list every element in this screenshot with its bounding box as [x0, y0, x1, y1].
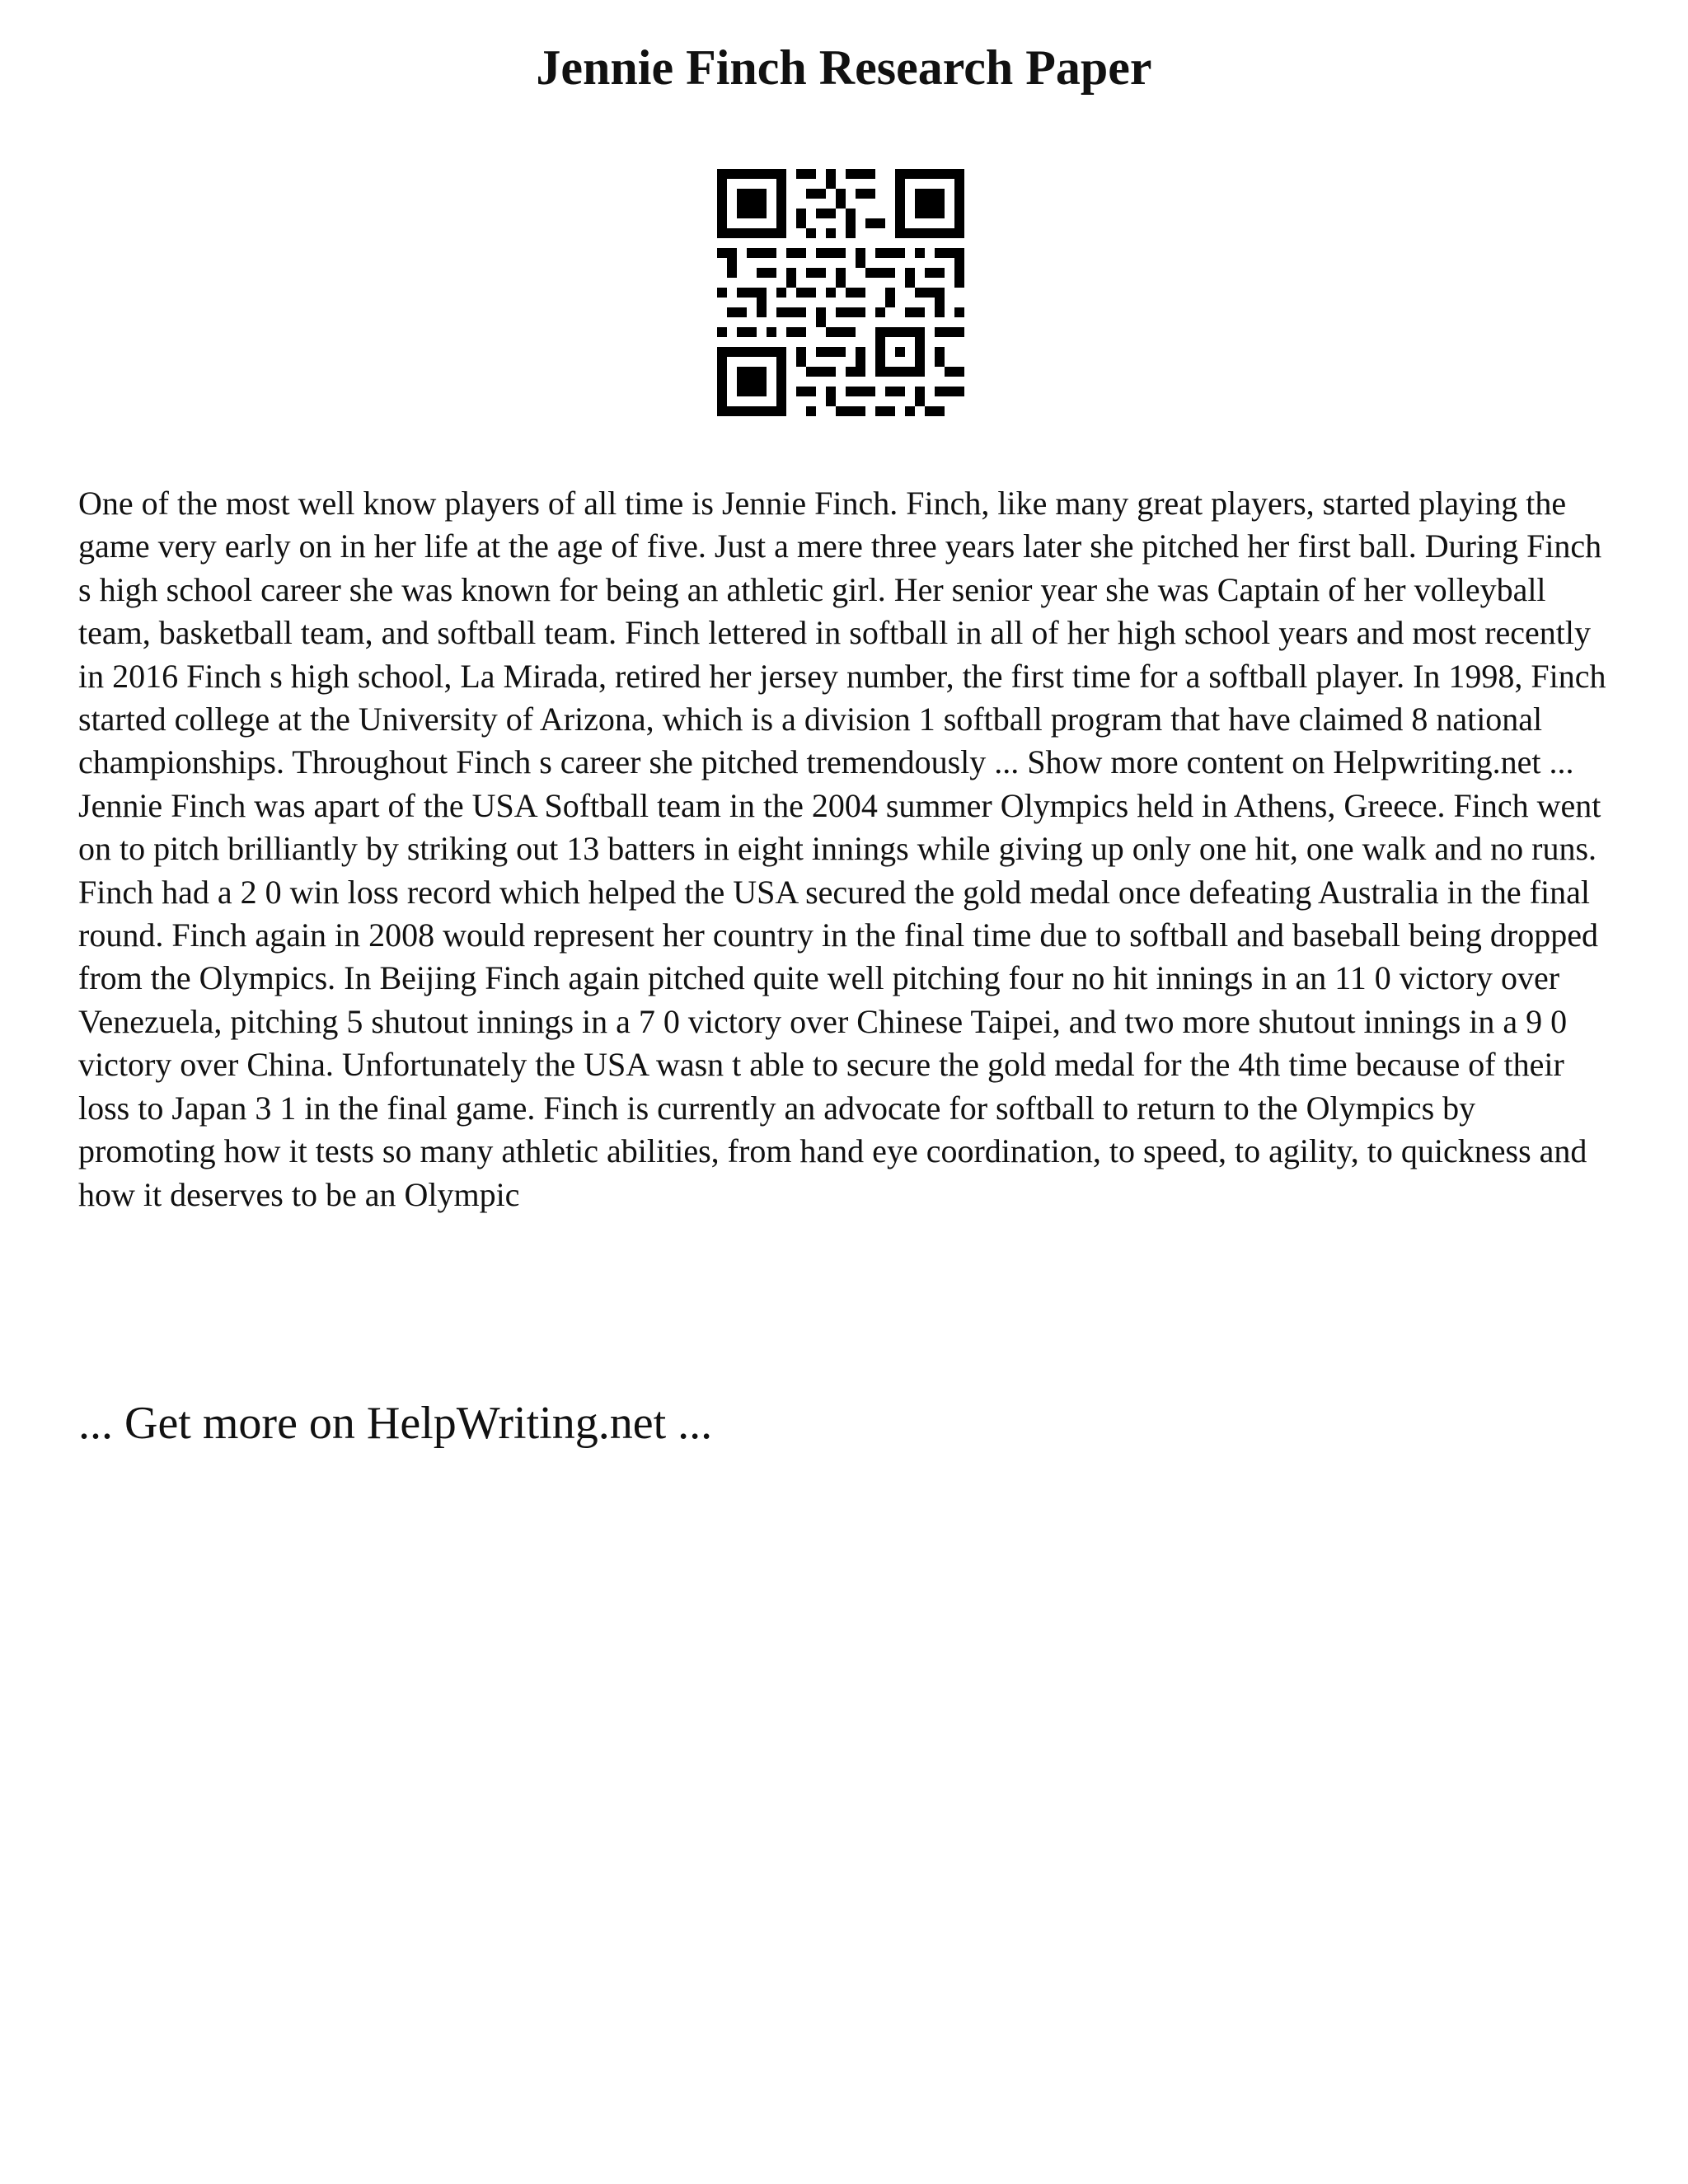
get-more-link[interactable]: ... Get more on HelpWriting.net ...: [78, 1398, 713, 1449]
article-body: [78, 482, 1620, 1216]
paragraph-2: Jennie Finch was apart of the USA Softball team in the 2004 summer Olympics held in Athens, Greece. Finch went on to pitch brilliantly by striking out 13 batters in eight innings while giving up only one hit, one walk and no runs. Finch had a 2 0 win loss record which helped the USA secured the gold medal once defeating Australia in the final round. Finch again in 2008 would represent her country in the final time due to softball and baseball being dropped from the Olympics. In Beijing Finch again pitched quite well pitching four no hit innings in an 11 0 victory over Venezuela, pitching 5 shutout innings in a 7 0 victory over Chinese Taipei, and two more shutout innings in a 9 0 victory over China. Unfortunately the USA wasn t able to secure the gold medal for the 4th time because of their loss to Japan 3 1 in the final game. Finch is currently an advocate for softball to return to the Olympics by promoting how it tests so many athletic abilities, from hand eye coordination, to speed, to agility, to quickness and how it deserves to be an Olympic: [78, 786, 1601, 1213]
qr-code-icon: [717, 169, 964, 416]
paragraph-1: One of the most well know players of all time is Jennie Finch. Finch, like many great players, started playing the game very early on in her life at the age of five. Just a mere three years later she pitched her first ball. During Finch s high school career she was known for being an athletic girl. Her senior year she was Captain of her volleyball team, basketball team, and softball team. Finch lettered in softball in all of her high school years and most recently in 2016 Finch s high school, La Mirada, retired her jersey number, the first time for a softball player. In 1998, Finch started college at the University of Arizona, which is a division 1 softball program that have claimed 8 national championships. Throughout Finch s career she pitched tremendously ... Show more content on Helpwriting.net ...: [78, 485, 1606, 781]
page-title: Jennie Finch Research Paper: [536, 40, 1152, 95]
